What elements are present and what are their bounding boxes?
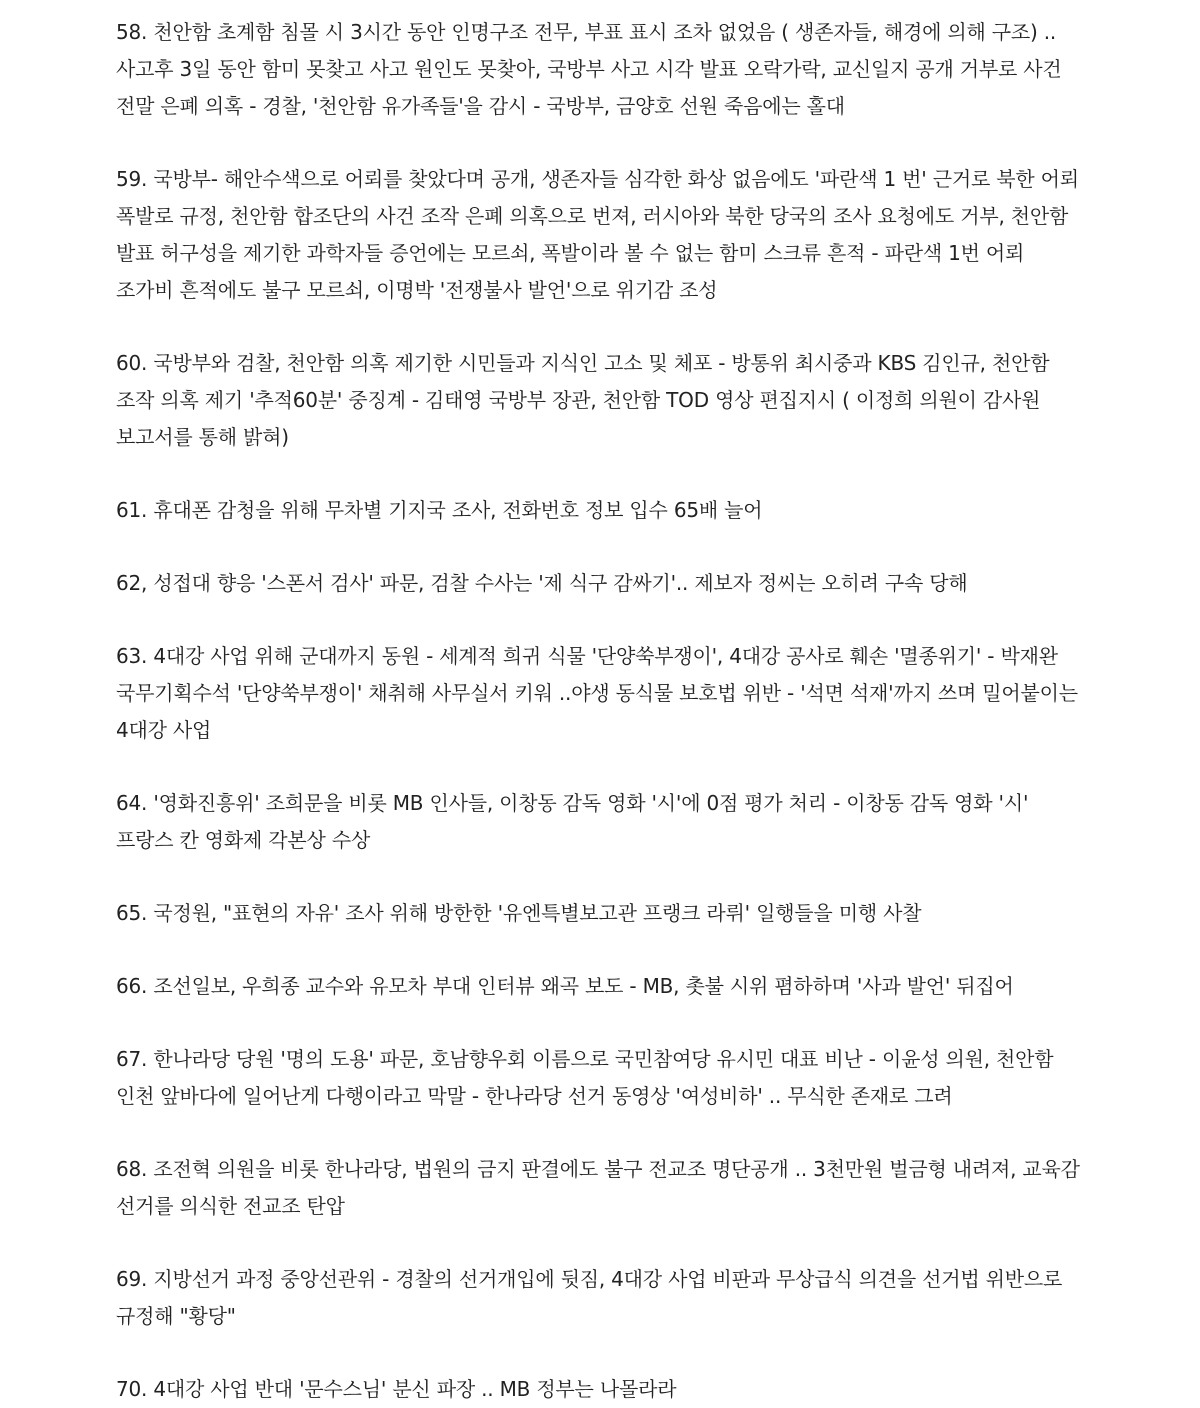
list-item-69: 69. 지방선거 과정 중앙선관위 - 경찰의 선거개입에 뒷짐, 4대강 사업 비판과 무상급식 의견을 선거법 위반으로 규정해 "황당" <box>116 1267 1063 1328</box>
list-item-58: 58. 천안함 초계함 침몰 시 3시간 동안 인명구조 전무, 부표 표시 조차 없었음 ( 생존자들, 해경에 의해 구조) .. 사고후 3일 동안 함미 못찾고 사고 원인도 못찾아, 국방부 사고 시각 발표 오락가락, 교신일지 공개 거부로 사건 전말 은폐 의혹 - 경찰, '천안함 유가족들'을 감시 - 국방부, 금양호 선원 죽음에는 홀대 <box>116 20 1062 118</box>
list-item-67: 67. 한나라당 당원 '명의 도용' 파문, 호남향우회 이름으로 국민참여당 유시민 대표 비난 - 이윤성 의원, 천안함 인천 앞바다에 일어난게 다행이라고 막말 - 한나라당 선거 동영상 '여성비하' .. 무식한 존재로 그려 <box>116 1047 1054 1108</box>
list-item-65: 65. 국정원, "표현의 자유' 조사 위해 방한한 '유엔특별보고관 프랭크 라뤼' 일행들을 미행 사찰 <box>116 901 922 925</box>
list-item-66: 66. 조선일보, 우희종 교수와 유모차 부대 인터뷰 왜곡 보도 - MB, 촛불 시위 폄하하며 '사과 발언' 뒤집어 <box>116 974 1014 998</box>
list-item-68: 68. 조전혁 의원을 비롯 한나라당, 법원의 금지 판결에도 불구 전교조 명단공개 .. 3천만원 벌금형 내려져, 교육감 선거를 의식한 전교조 탄압 <box>116 1157 1080 1218</box>
list-item-63: 63. 4대강 사업 위해 군대까지 동원 - 세계적 희귀 식물 '단양쑥부쟁이', 4대강 공사로 훼손 '멸종위기' - 박재완 국무기획수석 '단양쑥부쟁이' 채취해 사무실서 키워 ..야생 동식물 보호법 위반 - '석면 석재'까지 쓰며 밀어붙이는 4대강 사업 <box>116 644 1078 742</box>
list-item-70: 70. 4대강 사업 반대 '문수스님' 분신 파장 .. MB 정부는 나몰라라 <box>116 1377 677 1401</box>
list-item-59: 59. 국방부- 해안수색으로 어뢰를 찾았다며 공개, 생존자들 심각한 화상 없음에도 '파란색 1 번' 근거로 북한 어뢰 폭발로 규정, 천안함 합조단의 사건 조작 은폐 의혹으로 번져, 러시아와 북한 당국의 조사 요청에도 거부, 천안함 발표 허구성을 제기한 과학자들 증언에는 모르쇠, 폭발이라 볼 수 없는 함미 스크류 흔적 - 파란색 1번 어뢰 조가비 흔적에도 불구 모르쇠, 이명박 '전쟁불사 발언'으로 위기감 조성 <box>116 167 1079 302</box>
list-item-60: 60. 국방부와 검찰, 천안함 의혹 제기한 시민들과 지식인 고소 및 체포 - 방통위 최시중과 KBS 김인규, 천안함 조작 의혹 제기 '추적60분' 중징계 - 김태영 국방부 장관, 천안함 TOD 영상 편집지시 ( 이정희 의원이 감사원 보고서를 통해 밝혀) <box>116 351 1050 449</box>
list-item-62: 62, 성접대 향응 '스폰서 검사' 파문, 검찰 수사는 '제 식구 감싸기'.. 제보자 정씨는 오히려 구속 당해 <box>116 571 968 595</box>
list-item-61: 61. 휴대폰 감청을 위해 무차별 기지국 조사, 전화번호 정보 입수 65배 늘어 <box>116 498 763 522</box>
list-item-64: 64. '영화진흥위' 조희문을 비롯 MB 인사들, 이창동 감독 영화 '시'에 0점 평가 처리 - 이창동 감독 영화 '시' 프랑스 칸 영화제 각본상 수상 <box>116 791 1029 852</box>
